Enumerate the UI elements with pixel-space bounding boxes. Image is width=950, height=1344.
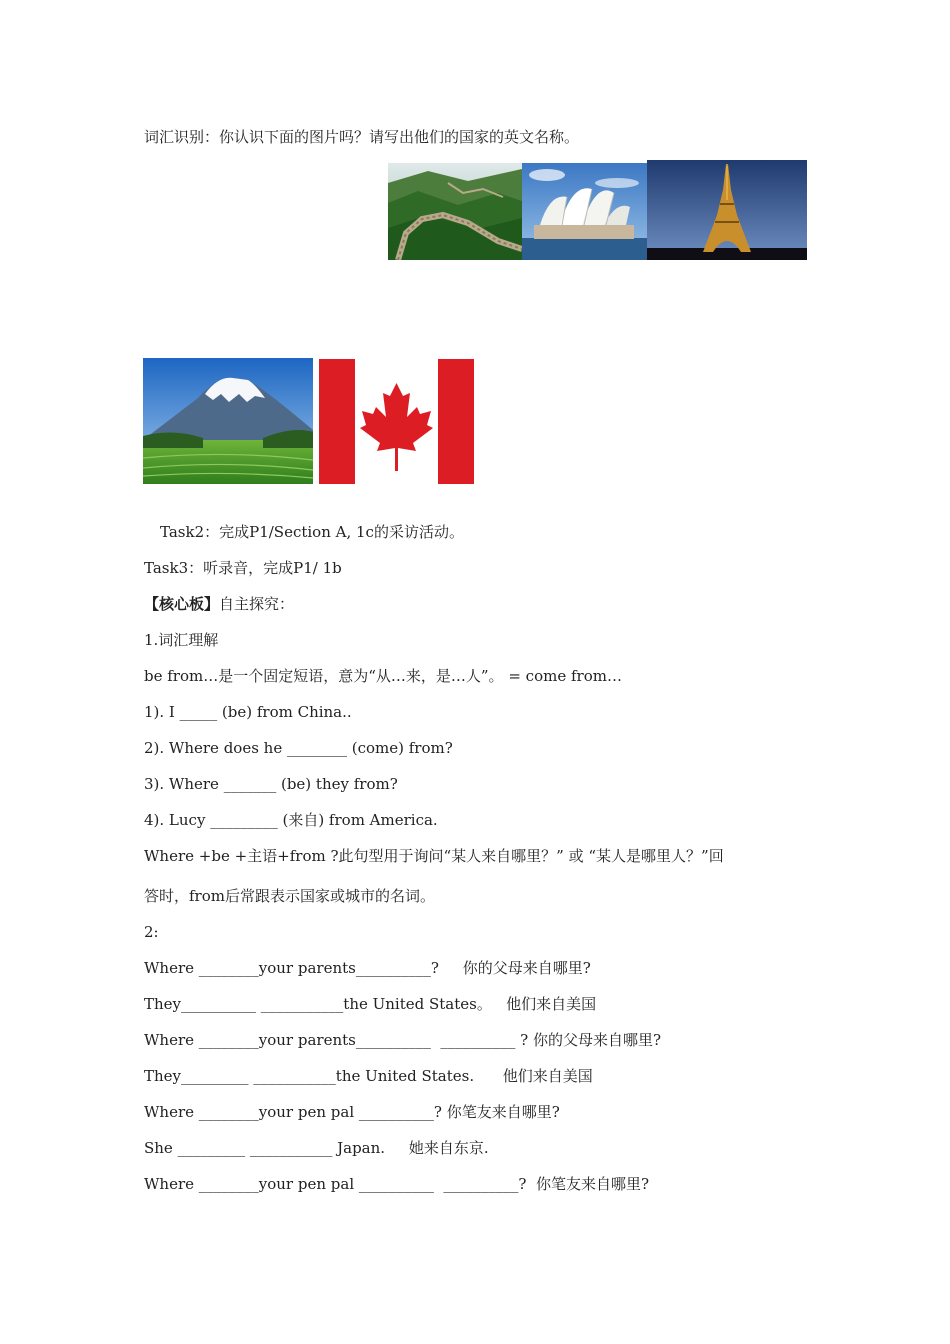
- sydney-opera-house-photo: [522, 163, 647, 260]
- section2-title: 2:: [144, 923, 159, 941]
- core-heading: [144, 594, 294, 614]
- task2-text: Task2：完成P1/Section A, 1c的采访活动。: [160, 523, 464, 541]
- grammar-note-line2: 答时，from后常跟表示国家或城市的名词。: [144, 887, 435, 905]
- eiffel-tower-photo: [647, 160, 807, 260]
- task3-text: Task3：听录音，完成P1/ 1b: [144, 559, 342, 577]
- fill-in-line: Where ________your parents__________? 你的父母来自哪里?: [144, 959, 591, 977]
- fill-in-line: They_________ ___________the United States. 他们来自美国: [144, 1067, 593, 1085]
- fill-in-line: They__________ ___________the United States。 他们来自美国: [144, 995, 597, 1013]
- intro-instruction: 词汇识别：你认识下面的图片吗？请写出他们的国家的英文名称。: [144, 128, 580, 146]
- section1-title: 1.词汇理解: [144, 631, 219, 649]
- canada-flag: [319, 359, 474, 484]
- fill-in-line: Where ________your parents__________ __________ ? 你的父母来自哪里?: [144, 1031, 662, 1049]
- exercise-item: 3). Where _______ (be) they from?: [144, 775, 398, 793]
- exercise-item: 2). Where does he ________ (come) from?: [144, 739, 453, 757]
- great-wall-photo: [388, 163, 522, 260]
- exercise-item: 4). Lucy _________ (来自) from America.: [144, 811, 438, 829]
- core-heading-rest: 自主探究：: [219, 595, 295, 613]
- fill-in-line: Where ________your pen pal __________ __________? 你笔友来自哪里?: [144, 1175, 650, 1193]
- section1-explain: be from…是一个固定短语，意为“从…来，是…人”。 = come from…: [144, 667, 622, 685]
- mount-fuji-photo: [143, 358, 313, 484]
- core-heading-label: 【核心板】: [144, 595, 220, 613]
- exercise-item: 1). I _____ (be) from China..: [144, 703, 352, 721]
- grammar-note-line1: Where +be +主语+from ?此句型用于询问“某人来自哪里？” 或 “某人是哪里人？”回: [144, 847, 724, 865]
- fill-in-line: Where ________your pen pal __________? 你笔友来自哪里?: [144, 1103, 560, 1121]
- fill-in-line: She _________ ___________ Japan. 她来自东京.: [144, 1139, 489, 1157]
